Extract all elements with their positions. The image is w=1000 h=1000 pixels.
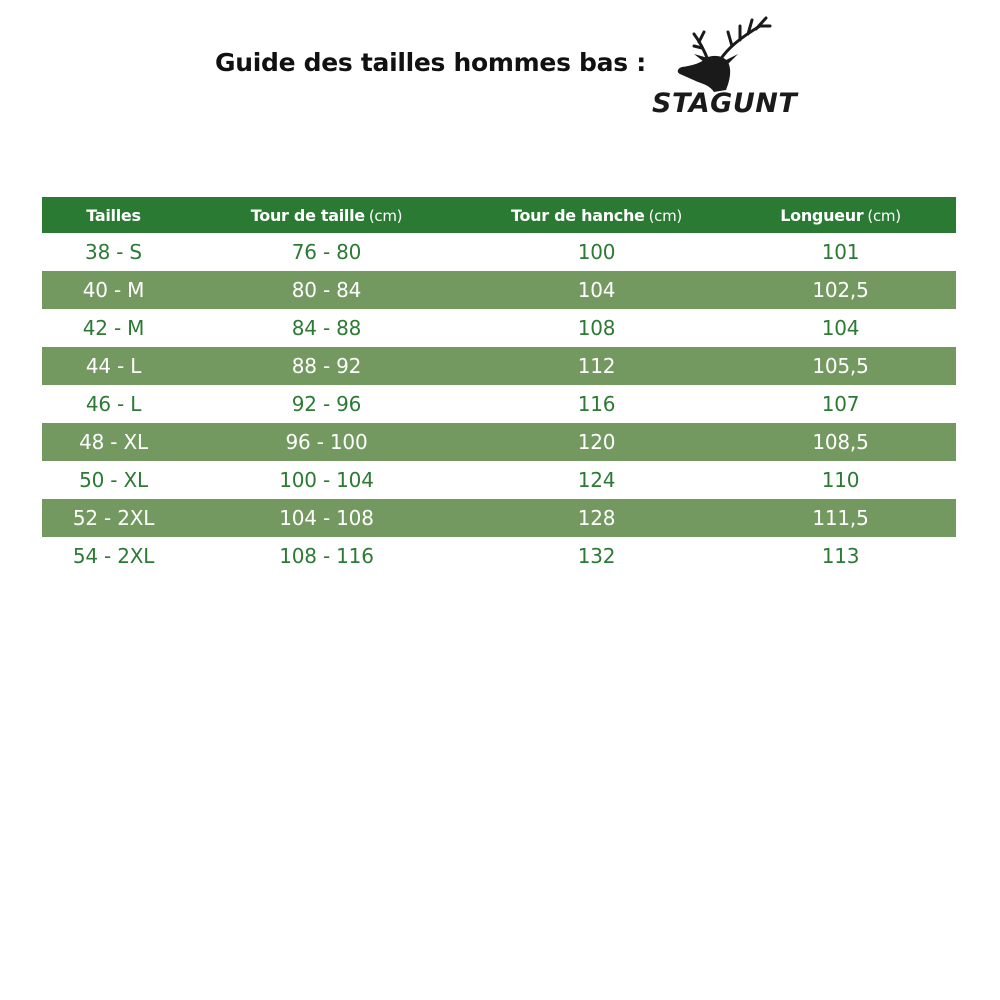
length-cell: 113 bbox=[821, 544, 860, 568]
brand-name: STAGUNT bbox=[652, 88, 798, 119]
table-row bbox=[42, 271, 956, 309]
table-row bbox=[42, 499, 956, 537]
deer-head-icon bbox=[648, 14, 788, 94]
waist-cell: 96 - 100 bbox=[285, 430, 368, 454]
length-cell: 110 bbox=[821, 468, 860, 492]
waist-cell: 92 - 96 bbox=[291, 392, 362, 416]
page-title: Guide des tailles hommes bas : bbox=[215, 48, 646, 77]
size-cell: 50 - XL bbox=[79, 468, 148, 492]
hip-cell: 128 bbox=[577, 506, 616, 530]
column-header-hip bbox=[468, 197, 725, 233]
length-cell: 105,5 bbox=[812, 354, 869, 378]
size-cell: 46 - L bbox=[85, 392, 142, 416]
column-header-unit: (cm) bbox=[368, 206, 403, 225]
table-row bbox=[42, 347, 956, 385]
waist-cell: 88 - 92 bbox=[291, 354, 362, 378]
table-row bbox=[42, 423, 956, 461]
table-row bbox=[42, 385, 956, 423]
hip-cell: 132 bbox=[577, 544, 616, 568]
column-header-sizes bbox=[42, 197, 185, 233]
length-cell: 101 bbox=[821, 240, 860, 264]
hip-cell: 112 bbox=[577, 354, 616, 378]
column-header-unit: (cm) bbox=[648, 206, 682, 225]
table-header-row bbox=[42, 197, 956, 233]
hip-cell: 100 bbox=[577, 240, 616, 264]
table-row bbox=[42, 309, 956, 347]
size-cell: 42 - M bbox=[82, 316, 145, 340]
column-header-unit: (cm) bbox=[867, 206, 901, 225]
brand-logo bbox=[648, 14, 798, 126]
size-cell: 38 - S bbox=[85, 240, 142, 264]
column-header-label: Longueur bbox=[780, 205, 864, 225]
column-header-length bbox=[725, 197, 956, 233]
length-cell: 104 bbox=[821, 316, 860, 340]
hip-cell: 124 bbox=[577, 468, 616, 492]
waist-cell: 84 - 88 bbox=[291, 316, 362, 340]
size-cell: 44 - L bbox=[85, 354, 142, 378]
waist-cell: 108 - 116 bbox=[279, 544, 374, 568]
waist-cell: 100 - 104 bbox=[279, 468, 374, 492]
size-cell: 54 - 2XL bbox=[72, 544, 155, 568]
length-cell: 111,5 bbox=[812, 506, 869, 530]
waist-cell: 104 - 108 bbox=[279, 506, 374, 530]
column-header-label: Tour de taille bbox=[250, 205, 365, 225]
length-cell: 102,5 bbox=[812, 278, 869, 302]
column-header-waist bbox=[185, 197, 468, 233]
size-cell: 48 - XL bbox=[79, 430, 148, 454]
table-row bbox=[42, 537, 956, 575]
size-table bbox=[42, 197, 956, 575]
column-header-label: Tour de hanche bbox=[511, 205, 645, 225]
table-row bbox=[42, 461, 956, 499]
hip-cell: 108 bbox=[577, 316, 616, 340]
length-cell: 108,5 bbox=[812, 430, 869, 454]
hip-cell: 104 bbox=[577, 278, 616, 302]
waist-cell: 80 - 84 bbox=[291, 278, 362, 302]
hip-cell: 120 bbox=[577, 430, 616, 454]
column-header-label: Tailles bbox=[86, 205, 141, 225]
size-cell: 52 - 2XL bbox=[72, 506, 155, 530]
table-row bbox=[42, 233, 956, 271]
hip-cell: 116 bbox=[577, 392, 616, 416]
length-cell: 107 bbox=[821, 392, 860, 416]
size-cell: 40 - M bbox=[82, 278, 145, 302]
waist-cell: 76 - 80 bbox=[291, 240, 362, 264]
